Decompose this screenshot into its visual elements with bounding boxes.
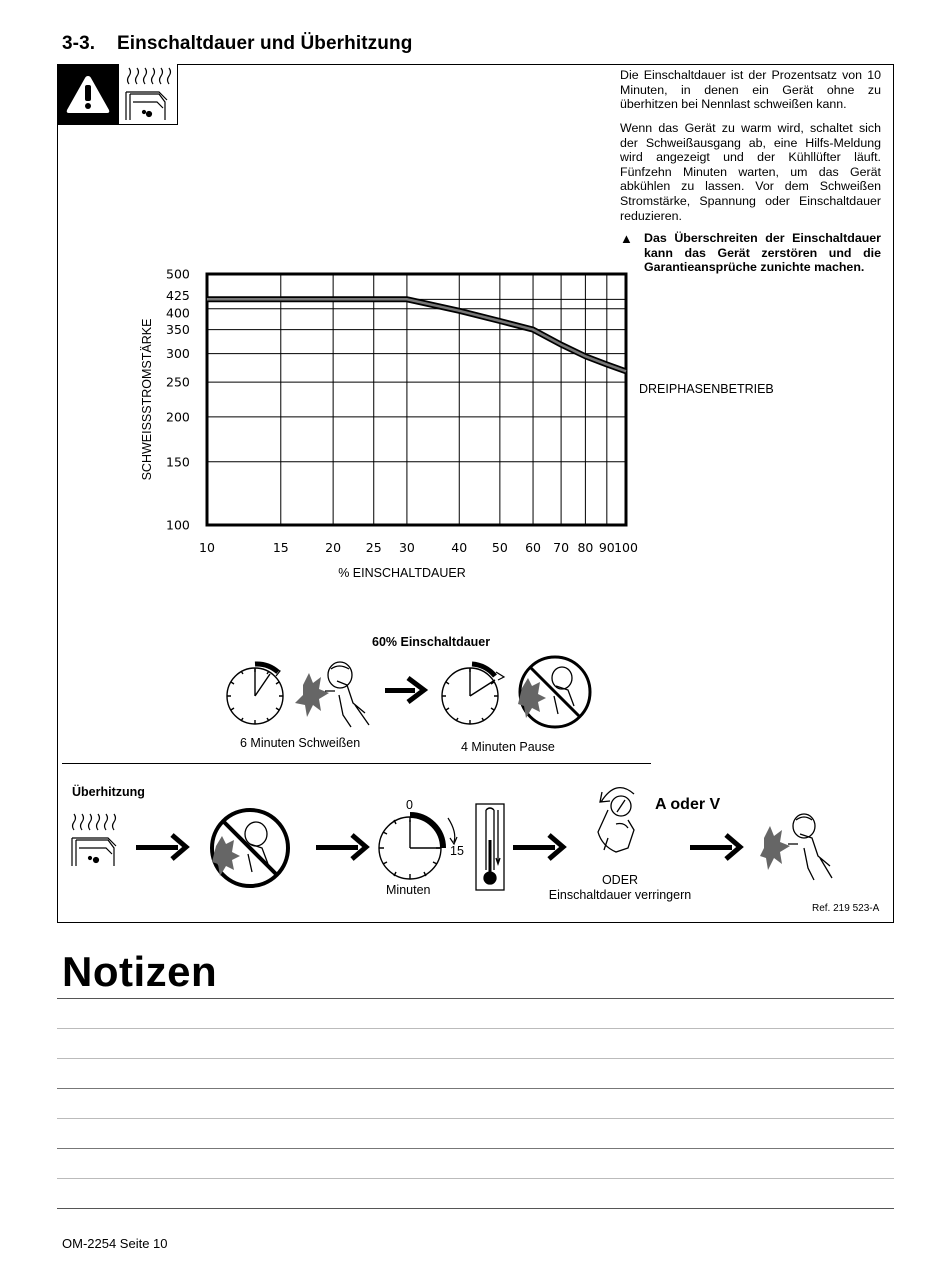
a-oder-v-label: A oder V [655,796,721,813]
y-tick-label: 100 [166,517,190,533]
arrow-right-icon [385,678,424,702]
y-tick-label: 150 [166,454,190,470]
warning-text: Das Überschreiten der Einschaltdauer kann das Gerät zerstören und die Garantieansprüche zunichte machen. [644,231,881,275]
no-welding-icon [518,657,590,727]
cooldown-timer-icon [379,815,457,879]
y-tick-labels [166,267,190,533]
duty-cycle-chart [120,260,800,590]
notes-line [57,1088,894,1089]
minutes-label: Minuten [386,883,431,897]
x-tick-labels [199,540,638,555]
pause-duration-label: 4 Minuten Pause [461,740,555,754]
intro-paragraph-2: Wenn das Gerät zu warm wird, schaltet sich der Schweißausgang ab, eine Hilfs-Meldung wird angezeigt und der Kühllüfter läuft. Fünfzehn Minuten warten, um das Gerät abkühlen zu lassen. Vor dem Schweißen Stromstärke, Spannung oder Einschaltdauer reduzieren. [620,121,881,223]
y-tick-label: 250 [166,374,190,390]
y-tick-label: 500 [166,266,190,282]
x-tick-label: 50 [491,540,508,555]
x-tick-label: 90 [598,540,615,555]
timer-end-label: 15 [450,844,464,858]
overheat-illustration [68,780,848,910]
thermometer-icon [476,804,504,890]
page-footer: OM-2254 Seite 10 [62,1236,168,1251]
adjust-knob-icon [598,788,634,852]
notes-line [57,998,894,999]
warning-triangle-icon: ▲ [620,231,633,246]
x-tick-label: 20 [325,540,342,555]
x-tick-label: 100 [614,540,638,555]
x-tick-label: 40 [451,540,468,555]
no-welding-icon [212,810,288,886]
notes-title: Notizen [62,948,218,995]
intro-paragraph-1: Die Einschaltdauer ist der Prozentsatz von 10 Minuten, in denen ein Gerät ohne zu überhitzen bei Nennlast schweißen kann. [620,68,881,112]
x-tick-label: 25 [365,540,382,555]
x-tick-label: 60 [525,540,541,555]
notes-line [57,1208,894,1209]
y-tick-label: 300 [166,346,190,362]
y-tick-label: 425 [166,287,190,303]
duty-cycle-illustration [220,650,610,735]
section-title [62,33,412,55]
overheated-machine-icon [72,814,116,866]
arrow-right-icon [316,835,366,859]
welder-icon [760,814,832,880]
x-axis-label: % EINSCHALTDAUER [338,566,466,580]
overheated-machine-icon [119,64,178,125]
arrow-right-icon [690,835,740,859]
duty-example-title: 60% Einschaltdauer [372,635,491,649]
x-tick-label: 10 [199,540,215,555]
arrow-right-icon [513,835,563,859]
timer-start-label: 0 [406,798,413,812]
arrow-right-icon [136,835,186,859]
series-label: DREIPHASENBETRIEB [639,382,774,396]
x-tick-label: 15 [272,540,289,555]
notes-line [57,1148,894,1149]
oder-label: ODER [601,873,639,887]
x-tick-label: 70 [553,540,570,555]
welder-icon [295,662,369,727]
notes-line [57,1028,894,1029]
notes-line [57,1118,894,1119]
timer-clock-icon [227,664,283,724]
reference-number: Ref. 219 523-A [812,903,880,914]
notes-line [57,1058,894,1059]
notes-line [57,1178,894,1179]
series-line-outline [207,299,626,371]
chart-grid [207,274,626,525]
section-heading: Einschaltdauer und Überhitzung [117,33,413,54]
section-number: 3-3. [62,33,96,54]
overheat-title: Überhitzung [72,785,145,799]
y-tick-label: 350 [166,322,190,338]
y-tick-label: 400 [166,305,190,321]
plot-border [207,274,626,525]
weld-duration-label: 6 Minuten Schweißen [240,736,361,750]
timer-clock-icon [442,664,504,724]
series-line [207,299,626,371]
section-divider [62,763,651,764]
x-tick-label: 80 [577,540,594,555]
exclamation-warning-icon [57,64,119,125]
reduce-duty-text: Einschaltdauer verringern [548,888,692,902]
reduce-duty-label [545,873,695,903]
chart-series [207,299,626,371]
x-tick-label: 30 [398,540,415,555]
y-axis-label: SCHWEISSSTROMSTÄRKE [140,318,154,481]
y-tick-label: 200 [166,409,190,425]
